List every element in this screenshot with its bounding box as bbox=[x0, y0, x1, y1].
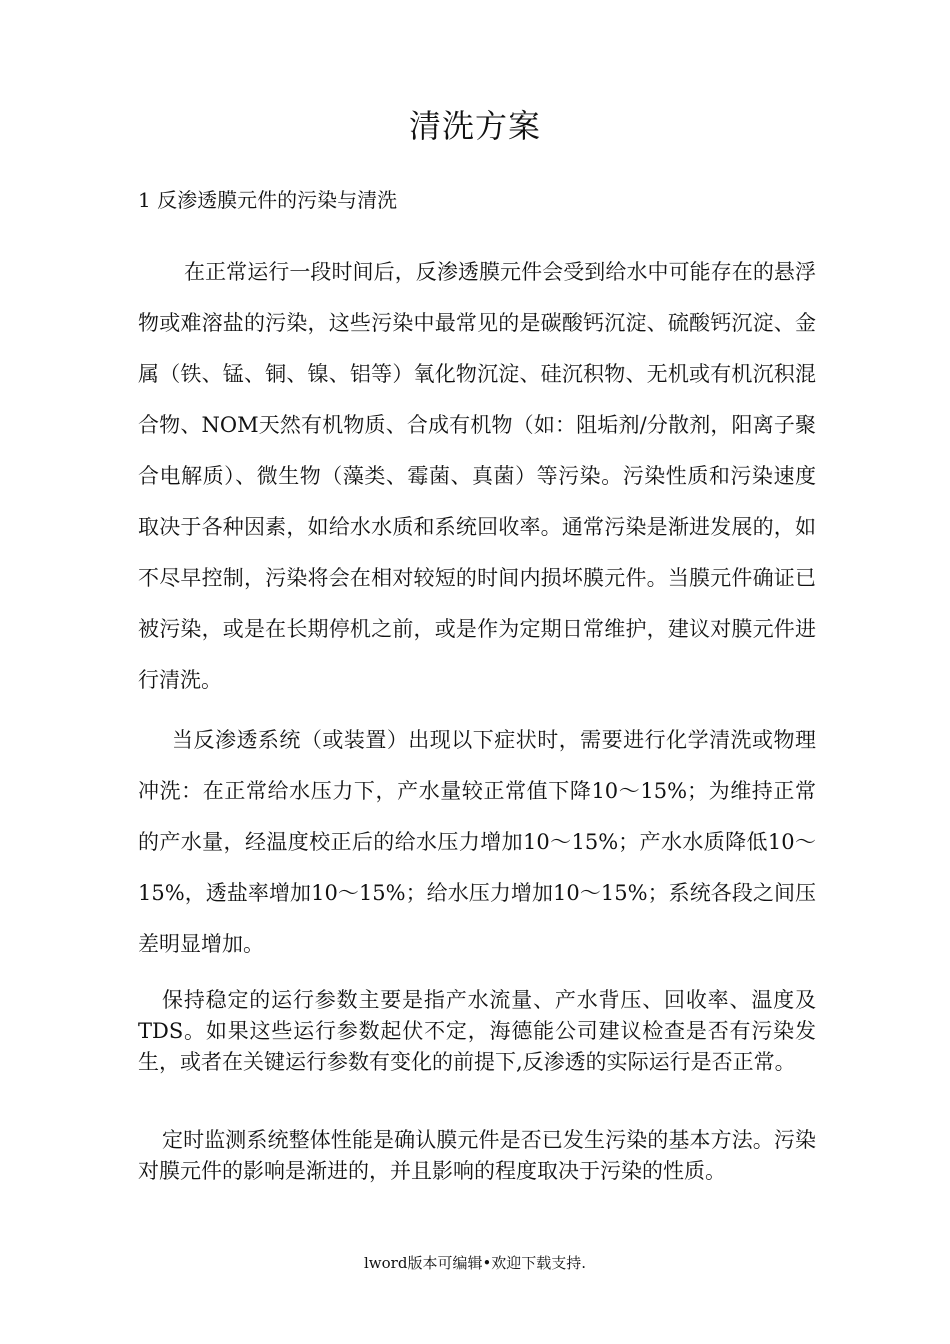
page-footer: lword版本可编辑•欢迎下载支持. bbox=[364, 1254, 587, 1272]
document-title: 清洗方案 bbox=[408, 107, 541, 145]
paragraph-operating-parameters: 保持稳定的运行参数主要是指产水流量、产水背压、回收率、温度及TDS。如果这些运行参数起伏不定，海德能公司建议检查是否有污染发生，或者在关键运行参数有变化的前提下,反渗透的实际运行是否正常。 bbox=[138, 988, 816, 1074]
paragraph-fouling-overview: 在正常运行一段时间后，反渗透膜元件会受到给水中可能存在的悬浮物或难溶盐的污染，这些污染中最常见的是碳酸钙沉淀、硫酸钙沉淀、金属（铁、锰、铜、镍、铝等）氧化物沉淀、硅沉积物、无机或有机沉积混合物、NOM天然有机物质、合成有机物（如：阻垢剂/分散剂，阳离子聚合电解质）、微生物（藻类、霉菌、真菌）等污染。污染性质和污染速度取决于各种因素，如给水水质和系统回收率。通常污染是渐进发展的，如不尽早控制，污染将会在相对较短的时间内损坏膜元件。当膜元件确证已被污染，或是在长期停机之前，或是作为定期日常维护，建议对膜元件进行清洗。 bbox=[138, 260, 816, 692]
paragraph-cleaning-symptoms: 当反渗透系统（或装置）出现以下症状时，需要进行化学清洗或物理冲洗：在正常给水压力下，产水量较正常值下降10～15%；为维持正常的产水量，经温度校正后的给水压力增加10～15%；产水水质降低10～15%，透盐率增加10～15%；给水压力增加10～15%；系统各段之间压差明显增加。 bbox=[138, 728, 816, 956]
paragraph-performance-monitoring: 定时监测系统整体性能是确认膜元件是否已发生污染的基本方法。污染对膜元件的影响是渐进的，并且影响的程度取决于污染的性质。 bbox=[138, 1128, 816, 1183]
section-heading: 1 反渗透膜元件的污染与清洗 bbox=[138, 188, 398, 212]
